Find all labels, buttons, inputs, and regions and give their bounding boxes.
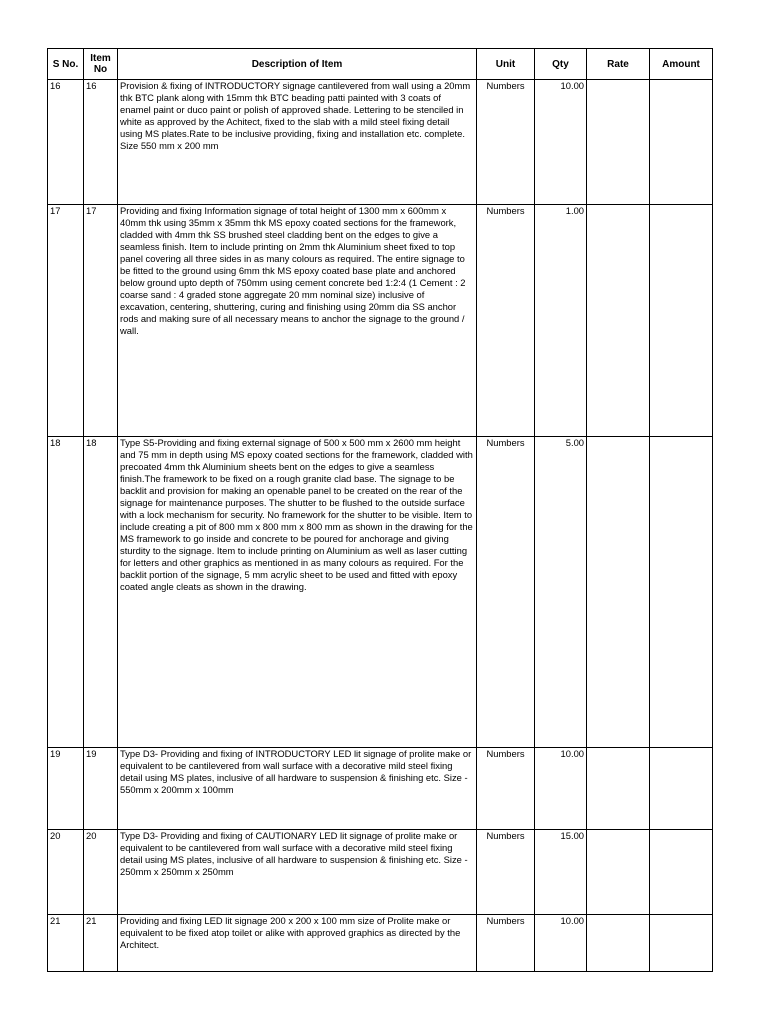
row-item-no: 20 [84, 830, 118, 915]
header-qty: Qty [535, 49, 587, 80]
header-rate: Rate [587, 49, 650, 80]
row-unit: Numbers [477, 80, 535, 205]
row-amount [650, 80, 713, 205]
row-rate [587, 205, 650, 437]
header-item-no [84, 49, 118, 80]
row-qty: 10.00 [535, 915, 587, 972]
header-item-no-line2: No [93, 64, 108, 75]
row-unit: Numbers [477, 830, 535, 915]
row-qty: 10.00 [535, 748, 587, 830]
row-description: Provision & fixing of INTRODUCTORY signage cantilevered from wall using a 20mm thk BTC plank along with 15mm thk BTC beading patti painted with 3 coats of enamel paint or duco paint or polish of approved shade. Lettering to be stenciled in white as approved by the Achitect, fixed to the slab with a mild steel fixing detail using MS plates.Rate to be inclusive providing, fixing and installation etc. complete. Size 550 mm x 200 mm [118, 80, 477, 205]
row-qty: 5.00 [535, 437, 587, 748]
row-sno: 17 [48, 205, 84, 437]
row-qty: 1.00 [535, 205, 587, 437]
row-unit: Numbers [477, 205, 535, 437]
row-unit: Numbers [477, 437, 535, 748]
header-unit: Unit [477, 49, 535, 80]
row-amount [650, 915, 713, 972]
row-amount [650, 205, 713, 437]
row-item-no: 17 [84, 205, 118, 437]
table-row [48, 915, 713, 972]
row-description: Providing and fixing LED lit signage 200 x 200 x 100 mm size of Prolite make or equivalent to be fixed atop toilet or alike with approved graphics as directed by the Architect. [118, 915, 477, 972]
row-rate [587, 437, 650, 748]
table-row [48, 437, 713, 748]
row-rate [587, 748, 650, 830]
bill-of-quantities-table [47, 48, 713, 972]
row-item-no: 16 [84, 80, 118, 205]
row-amount [650, 830, 713, 915]
row-rate [587, 830, 650, 915]
table-row [48, 748, 713, 830]
row-sno: 19 [48, 748, 84, 830]
row-item-no: 19 [84, 748, 118, 830]
row-qty: 15.00 [535, 830, 587, 915]
header-row [48, 49, 713, 80]
row-rate [587, 915, 650, 972]
row-rate [587, 80, 650, 205]
row-unit: Numbers [477, 915, 535, 972]
table-row [48, 830, 713, 915]
row-unit: Numbers [477, 748, 535, 830]
row-sno: 18 [48, 437, 84, 748]
row-qty: 10.00 [535, 80, 587, 205]
table-row [48, 80, 713, 205]
row-sno: 21 [48, 915, 84, 972]
row-sno: 20 [48, 830, 84, 915]
row-amount [650, 748, 713, 830]
row-item-no: 18 [84, 437, 118, 748]
row-sno: 16 [48, 80, 84, 205]
header-item-no-line1: Item [90, 53, 111, 64]
header-description: Description of Item [118, 49, 477, 80]
header-amount: Amount [650, 49, 713, 80]
row-amount [650, 437, 713, 748]
header-sno: S No. [48, 49, 84, 80]
row-description: Type S5-Providing and fixing external signage of 500 x 500 mm x 2600 mm height and 75 mm in depth using MS epoxy coated sections for the framework, cladded with precoated 4mm thk Aluminium sheets bent on the edges to give a seamless finish.The framework to be fixed on a rough granite clad base. The signage to be backlit and provision for making an openable panel to be created on the rear of the signage for maintenance purposes. The shutter to be flushed to the outside surface with a lock mechanism for security. No framework for the shutter to be visible. Item to include creating a pit of 800 mm x 800 mm x 800 mm as shown in the drawing for the MS framework to go inside and concrete to be poured for anchorage and giving sturdity to the signage. Item to include printing on Aluminium as well as laser cutting for letters and other graphics as mentioned in as many colours as required. For the backlit portion of the signage, 5 mm acrylic sheet to be used and fitted with epoxy coated angle cleats as shown in the drawing. [118, 437, 477, 748]
row-description: Providing and fixing Information signage of total height of 1300 mm x 600mm x 40mm thk using 35mm x 35mm thk MS epoxy coated sections for the framework, cladded with 4mm thk SS brushed steel cladding bent on the edges to give a seamless finish. Item to include printing on 2mm thk Aluminium sheet fixed to top panel covering all three sides in as many colours as required. The entire signage to be fitted to the ground using 6mm thk MS epoxy coated base plate and anchored below ground upto depth of 750mm using cement concrete bed 1:2:4 (1 Cement : 2 coarse sand : 4 graded stone aggregate 20 mm nominal size) inclusive of excavation, centering, shuttering, curing and finishing using 20mm dia SS anchor rods and making sure of all necessary means to anchor the signage to the ground / wall. [118, 205, 477, 437]
table-row [48, 205, 713, 437]
row-description: Type D3- Providing and fixing of INTRODUCTORY LED lit signage of prolite make or equivalent to be cantilevered from wall surface with a decorative mild steel fixing detail using MS plates, inclusive of all hardware to suspension & finishing etc. Size - 550mm x 200mm x 100mm [118, 748, 477, 830]
row-description: Type D3- Providing and fixing of CAUTIONARY LED lit signage of prolite make or equivalent to be cantilevered from wall surface with a decorative mild steel fixing detail using MS plates, inclusive of all hardware to suspension & finishing etc. Size - 250mm x 250mm x 250mm [118, 830, 477, 915]
row-item-no: 21 [84, 915, 118, 972]
